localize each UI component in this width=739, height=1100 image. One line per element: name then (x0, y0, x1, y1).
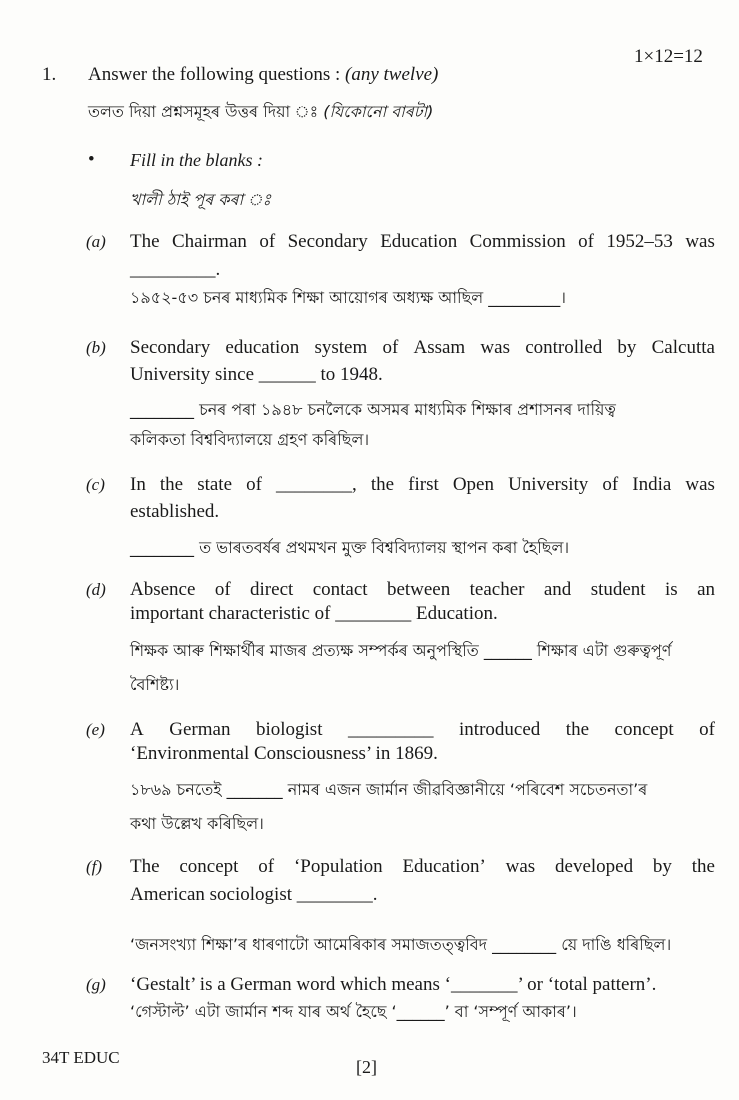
instruction-as: খালী ঠাই পূৰ কৰা ঃ (130, 190, 272, 209)
item-text-en: A German biologist _________ introduced the concept of (130, 719, 715, 740)
item-text-en: The concept of ‘Population Education’ was developed by the (130, 856, 715, 877)
bullet: • (88, 149, 95, 170)
item-text-en: ‘Gestalt’ is a German word which means ‘_______’ or ‘total pattern’. (130, 974, 657, 995)
item-text-en: _________. (130, 259, 221, 280)
item-label: (e) (86, 720, 105, 739)
item-text-as: ১৯৫২-৫৩ চনৰ মাধ্যমিক শিক্ষা আয়োগৰ অধ্যক্ষ আছিল _________। (130, 288, 566, 307)
item-text-en: important characteristic of ________ Education. (130, 603, 498, 624)
item-text-en: Secondary education system of Assam was controlled by Calcutta (130, 337, 715, 358)
item-text-en: established. (130, 501, 220, 522)
item-text-as: ‘গেস্টাল্ট’ এটা জাৰ্মান শব্দ যাৰ অৰ্থ হৈছে ‘______’ বা ‘সম্পূৰ্ণ আকাৰ’। (130, 1002, 577, 1021)
item-text-en: American sociologist ________. (130, 884, 378, 905)
item-text-en: In the state of ________, the first Open University of India was (130, 474, 715, 495)
title-note-as: (যিকোনো বাৰটা) (323, 102, 434, 121)
title-note: (any twelve) (345, 64, 439, 85)
title-text-as: তলত দিয়া প্ৰশ্নসমূহৰ উত্তৰ দিয়া ঃ (88, 102, 319, 121)
instruction-en: Fill in the blanks : (130, 150, 263, 170)
item-text-as: কলিকতা বিশ্ববিদ্যালয়ে গ্ৰহণ কৰিছিল। (130, 430, 370, 449)
item-text-as: কথা উল্লেখ কৰিছিল। (130, 814, 264, 833)
item-text-en: University since ______ to 1948. (130, 364, 383, 385)
item-text-en: Absence of direct contact between teacher and student is an (130, 579, 715, 600)
item-text-as: ________ চনৰ পৰা ১৯৪৮ চনলৈকে অসমৰ মাধ্যমিক শিক্ষাৰ প্ৰশাসনৰ দায়িত্ব (130, 400, 616, 419)
footer-code: 34T EDUC (42, 1048, 120, 1067)
item-text-as: বৈশিষ্ট্য। (130, 675, 180, 694)
item-text-as: ১৮৬৯ চনতেই _______ নামৰ এজন জাৰ্মান জীৱবিজ্ঞানীয়ে ‘পৰিবেশ সচেতনতা’ৰ (130, 780, 648, 799)
title-text: Answer the following questions : (88, 64, 341, 85)
item-text-en: The Chairman of Secondary Education Commission of 1952–53 was (130, 231, 715, 252)
item-text-as: শিক্ষক আৰু শিক্ষাৰ্থীৰ মাজৰ প্ৰত্যক্ষ সম্পৰ্কৰ অনুপস্থিতি ______ শিক্ষাৰ এটা গুৰুত্বপূৰ্ণ (130, 641, 672, 660)
item-label: (b) (86, 338, 106, 357)
marks: 1×12=12 (634, 46, 703, 67)
item-text-as: ________ ত ভাৰতবৰ্ষৰ প্ৰথমখন মুক্ত বিশ্ববিদ্যালয় স্থাপন কৰা হৈছিল। (130, 538, 570, 557)
item-label: (g) (86, 975, 106, 994)
item-text-en: ‘Environmental Consciousness’ in 1869. (130, 743, 438, 764)
question-number: 1. (42, 64, 57, 85)
page-number: [2] (356, 1057, 377, 1077)
question-title-as (88, 101, 433, 123)
item-label: (f) (86, 857, 103, 876)
item-label: (c) (86, 475, 105, 494)
question-title-en (88, 64, 438, 86)
item-label: (d) (86, 580, 106, 599)
item-text-as: ‘জনসংখ্যা শিক্ষা’ৰ ধাৰণাটো আমেৰিকাৰ সমাজতত্ত্ববিদ ________ য়ে দাঙি ধৰিছিল। (130, 935, 672, 954)
item-label: (a) (86, 232, 106, 251)
